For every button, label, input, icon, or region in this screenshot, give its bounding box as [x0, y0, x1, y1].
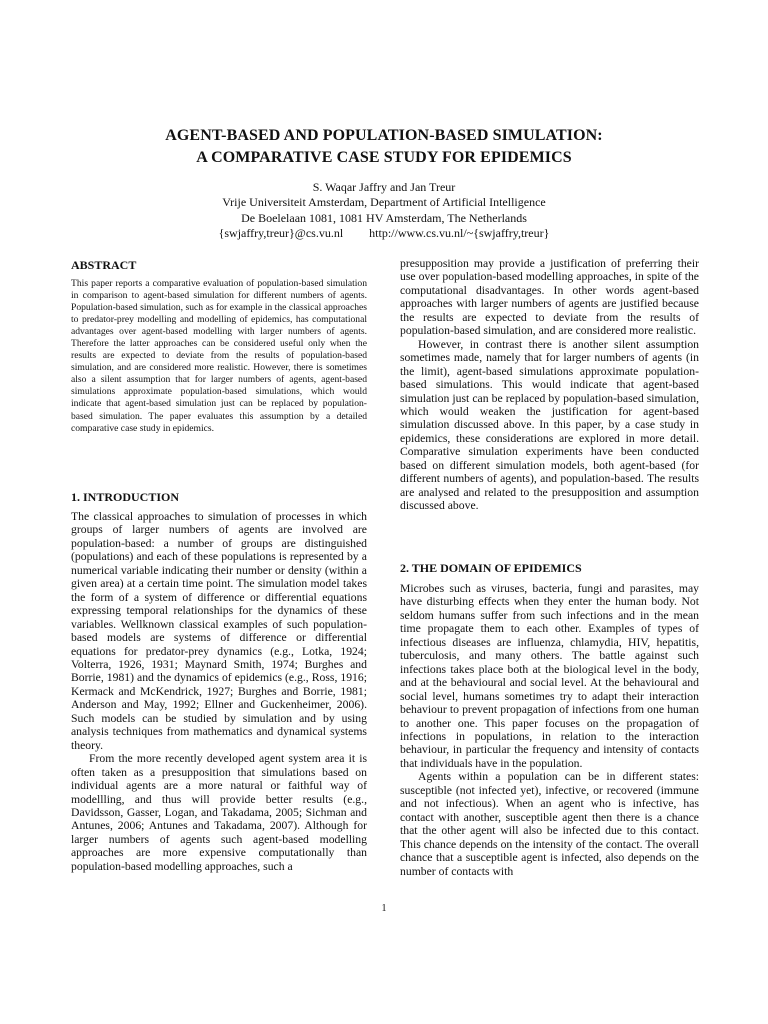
- author-address: De Boelelaan 1081, 1081 HV Amsterdam, The Netherlands: [241, 210, 527, 225]
- page-number: 1: [381, 903, 387, 914]
- abstract-section: [71, 278, 367, 435]
- introduction-paragraph-2: From the more recently developed agent system area it is often taken as a presupposition that simulations based on individual agents are a more natural or faithful way of modellling, and thus will provide better results (e.g., Davidsson, Gasser, Logan, and Takadama, 2005; Sichman and Antunes, 2006; Antunes and Takadama, 2007). Although for larger numbers of agents such agent-based modelling approaches are more expensive computationally than population-based modelling approaches, such a: [71, 752, 367, 873]
- introduction-continued: [400, 257, 699, 513]
- author-names: S. Waqar Jaffry and Jan Treur: [312, 180, 456, 194]
- introduction-heading-wrap: [71, 490, 367, 505]
- introduction-paragraph-1: The classical approaches to simulation of processes in which groups of larger numbers of agents are involved are population-based: a number of groups are distinguished (populations) and each of these populations is represented by a numerical variable indicating their number or density (within a given area) at a certain time point. The simulation model takes the form of a system of difference or differential equations expressing temporal relationships for the dynamics of these variables. Wellknown classical examples of such population-based models are systems of difference or differential equations for predator-prey dynamics (e.g., Lotka, 1924; Volterra, 1926, 1931; Maynard Smith, 1974; Burghes and Borrie, 1981) and the dynamics of epidemics (e.g., Ross, 1916; Kermack and McKendrick, 1927; Burghes and Borrie, 1981; Anderson and May, 1992; Ellner and Guckenheimer, 2006). Such models can be studied by simulation and by using analysis techniques from mathematics and dynamical systems theory.: [71, 510, 367, 752]
- introduction-paragraph-4: However, in contrast there is another silent assumption sometimes made, namely that for larger numbers of agents (in the limit), agent-based simulations approximate population-based simulations. This would indicate that agent-based simulation just can be replaced by population-based simulation, which would weaken the justification for agent-based simulation discussed above. In this paper, by a case study in epidemics, these considerations are explored in more detail. Comparative simulation experiments have been conducted based on different simulation models, both agent-based (for different numbers of agents), and population-based. The results are analysed and related to the presupposition and assumption discussed above.: [400, 337, 699, 513]
- introduction-heading: 1. INTRODUCTION: [71, 490, 180, 504]
- domain-paragraph-1: Microbes such as viruses, bacteria, fungi and parasites, may have disturbing effects when they enter the human body. Not seldom humans suffer from such infections and in the mean time propagate them to each other. Examples of types of infectious diseases are influenza, chlamydia, HIV, hepatitis, tuberculosis, and many others. The battle against such infections takes place both at the biological level in the body, and at the behavioural and social level. At the behavioural and social level, humans sometimes try to adapt their interaction behaviour to prevent propagation of infections from one human to another one. This paper focuses on the propagation of infections in populations, in relation to the interaction behaviour, in particular the frequency and intensity of contacts that individuals have in the population.: [400, 582, 699, 770]
- author-email: {swjaffry,treur}@cs.vu.nl: [218, 226, 344, 241]
- domain-section: [400, 582, 699, 878]
- introduction-paragraph-3: presupposition may provide a justification of preferring their use over population-based modelling approaches, in spite of the computational disadvantages. In other words agent-based approaches with larger numbers of agents are justified because the results are expected to deviate from the results of population-based simulation, and are considered more realistic.: [400, 257, 699, 338]
- introduction-section: [71, 510, 367, 873]
- contact-row: [0, 226, 768, 241]
- abstract-heading-wrap: [71, 258, 367, 273]
- author-url: http://www.cs.vu.nl/~{swjaffry,treur}: [369, 226, 550, 241]
- paper-title-line-1: AGENT-BASED AND POPULATION-BASED SIMULATION:: [165, 127, 603, 144]
- abstract-text: This paper reports a comparative evaluation of population-based simulation in comparison to agent-based simulation for different numbers of agents. Population-based simulation, such as for example in the classical approaches to predator-prey modelling and modelling of epidemics, has computational advantages over agent-based modelling with larger numbers of agents. Therefore the latter approaches can be considered useful only when the results are expected to deviate from the results of population-based simulation, and are considered more realistic. However, there is sometimes also a silent assumption that for larger numbers of agents, agent-based simulations approximate population-based simulations, which would indicate that agent-based simulation just can be replaced by population-based simulation. The paper evaluates this assumption by a detailed comparative case study in epidemics.: [71, 278, 367, 434]
- author-block: [0, 180, 768, 242]
- domain-heading-wrap: [400, 561, 699, 576]
- author-affiliation: Vrije Universiteit Amsterdam, Department of Artificial Intelligence: [222, 195, 546, 210]
- abstract-heading: ABSTRACT: [71, 258, 137, 272]
- domain-paragraph-2: Agents within a population can be in different states: susceptible (not infected yet), infective, or recovered (immune and not infectious). When an agent who is infective, has contact with another, susceptible agent then there is a chance that the other agent will also be infected due to this contact. This chance depends on the intensity of the contact. The overall chance that a susceptible agent is infected, also depends on the number of contacts with: [400, 770, 699, 878]
- domain-heading: 2. THE DOMAIN OF EPIDEMICS: [400, 561, 582, 575]
- paper-title-line-2: A COMPARATIVE CASE STUDY FOR EPIDEMICS: [196, 149, 572, 166]
